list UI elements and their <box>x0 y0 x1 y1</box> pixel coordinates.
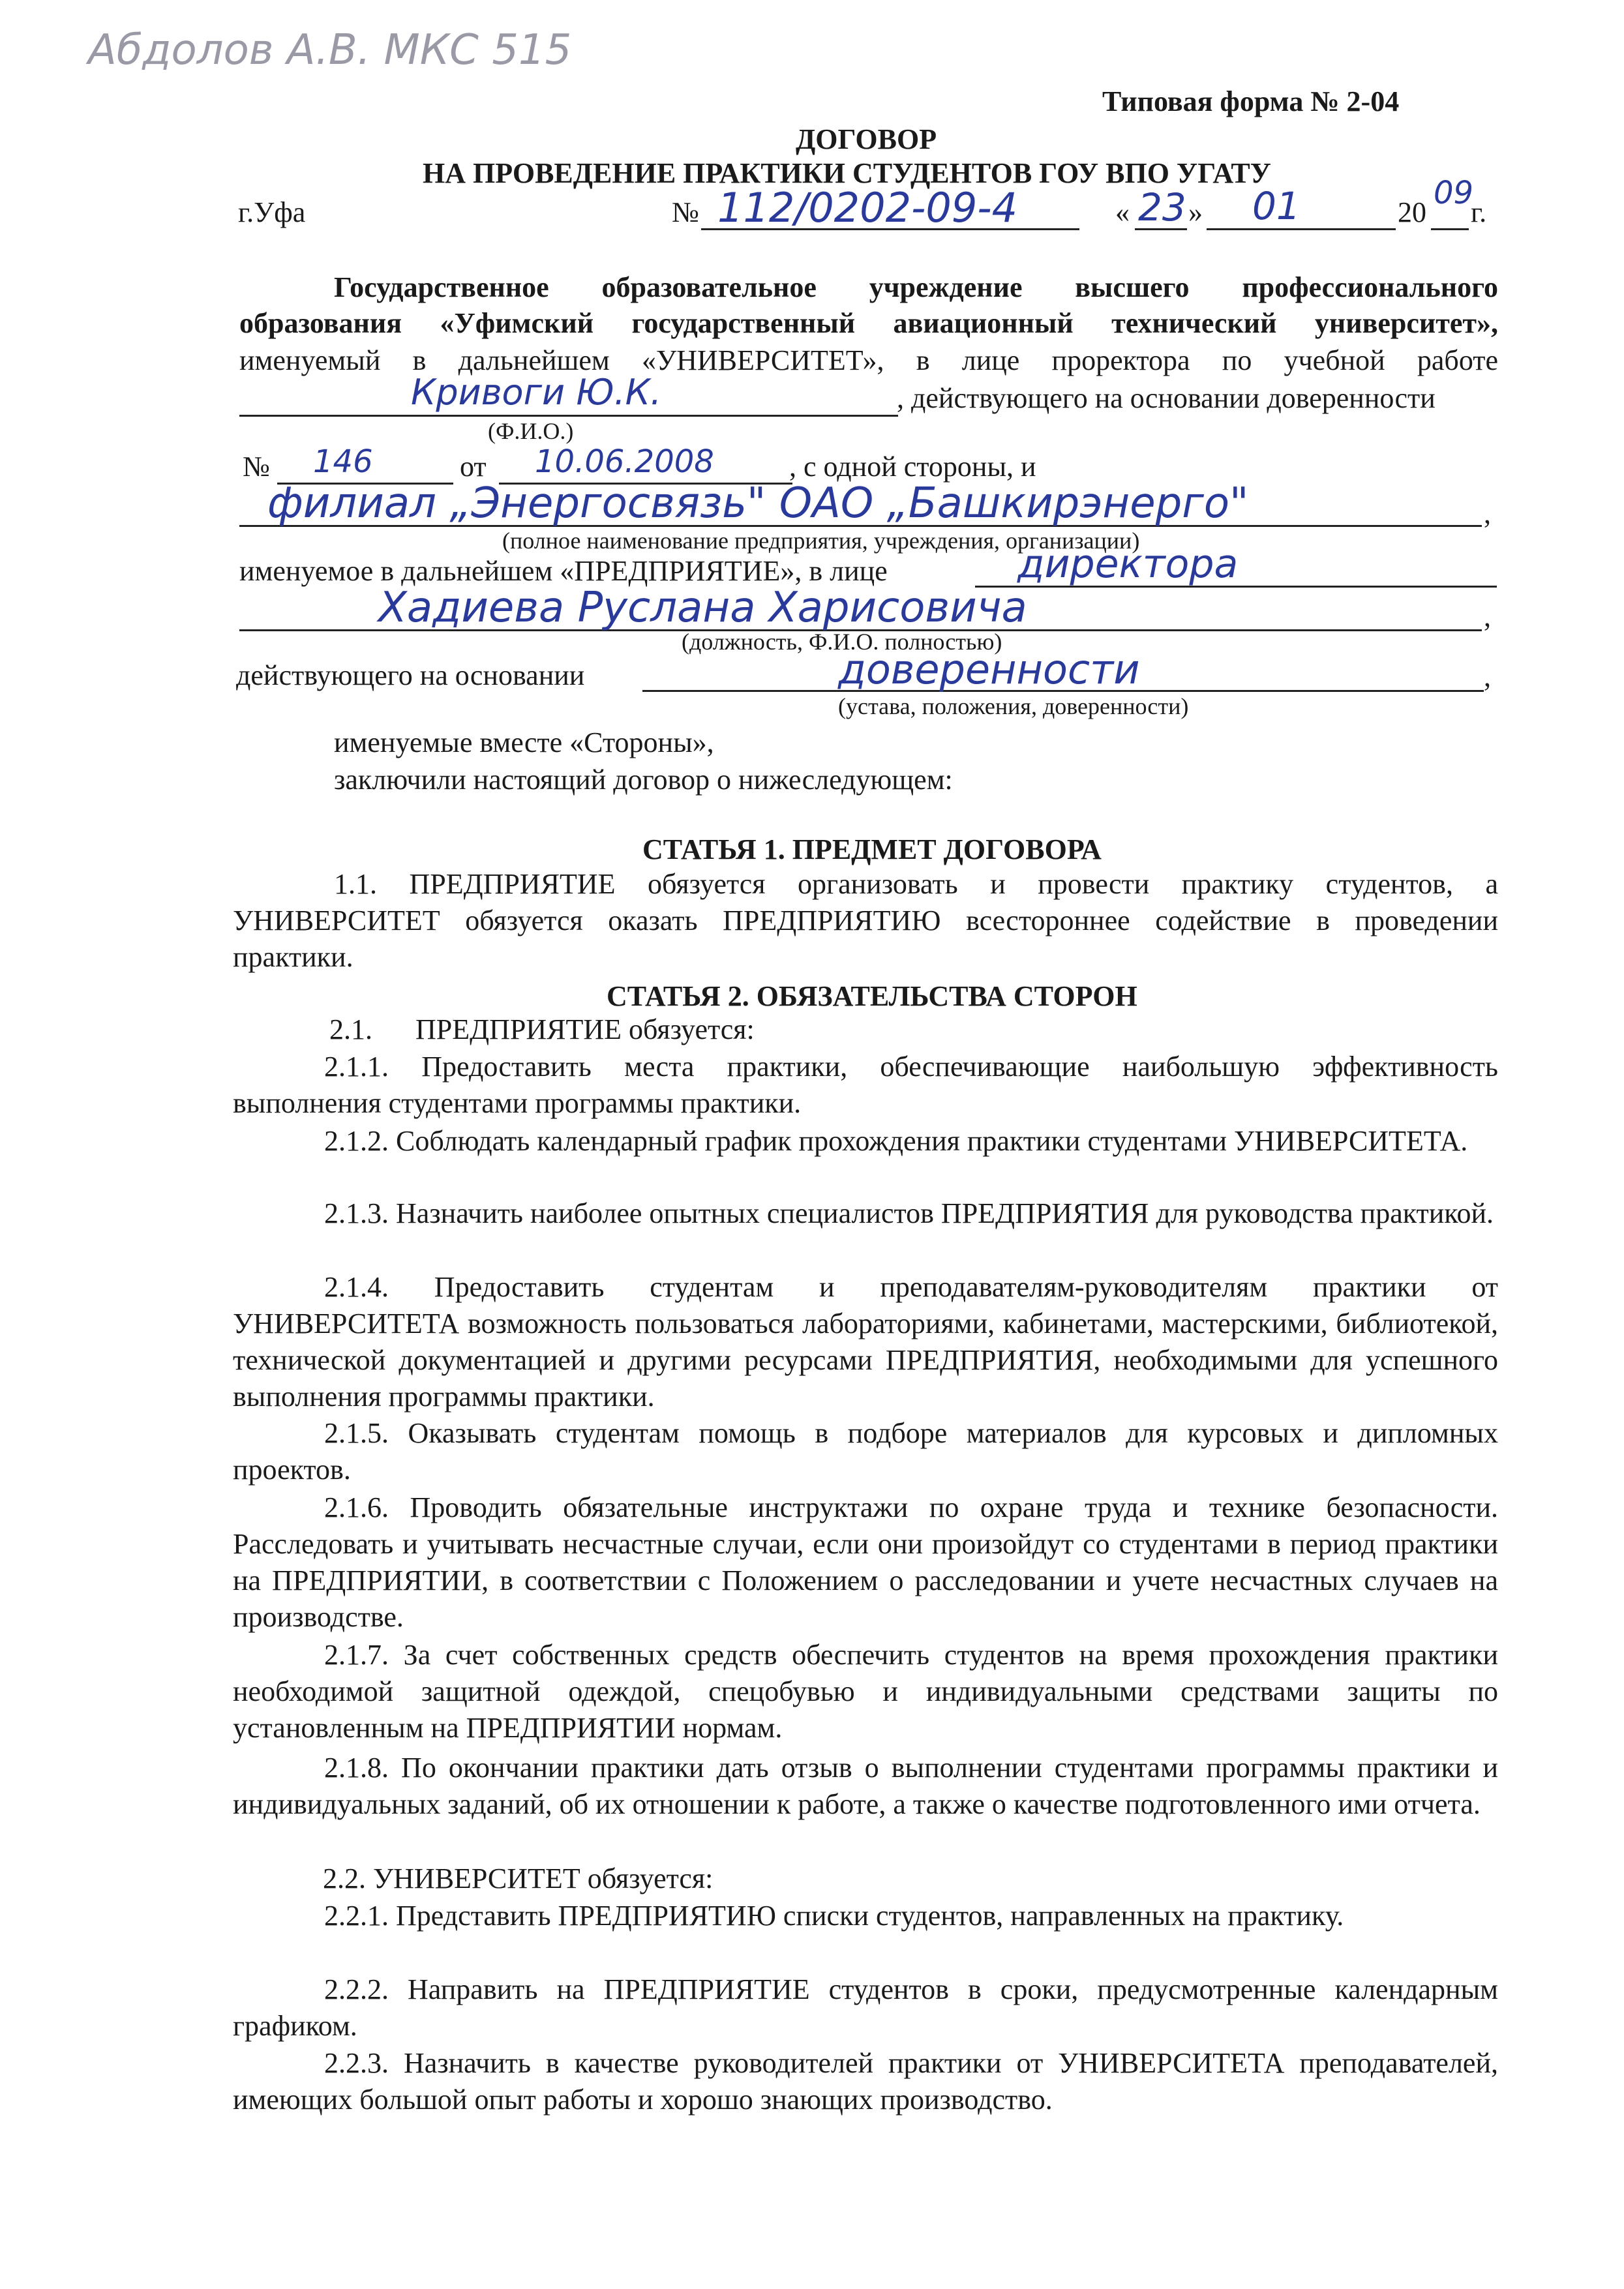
article-1-text: 1.1. ПРЕДПРИЯТИЕ обязуется организовать и провести практику студентов, а УНИВЕРСИТЕТ обязуется оказать ПРЕДПРИЯТИЮ всестороннее содействие в проведении практики. <box>233 868 1498 973</box>
clause-2-2-2: 2.2.2. Направить на ПРЕДПРИЯТИЕ студентов в сроки, предусмотренные календарным графиком. <box>233 1973 1498 2042</box>
form-label: Типовая форма № 2-04 <box>1102 85 1400 117</box>
concluded-text: заключили настоящий договор о нижеследующем: <box>334 764 953 796</box>
power-from: от <box>460 451 487 483</box>
university-line-1: Государственное образовательное учреждение высшего профессионального <box>334 271 1498 303</box>
director-comma: , <box>1484 601 1491 633</box>
date-month: 01 <box>1252 184 1301 228</box>
document-title: ДОГОВОР <box>796 123 937 155</box>
director-caption: (должность, Ф.И.О. полностью) <box>682 629 1002 655</box>
fio-caption: (Ф.И.О.) <box>488 418 574 444</box>
clause-2-2-1: 2.2.1. Представить ПРЕДПРИЯТИЮ списки студентов, направленных на практику. <box>324 1900 1344 1932</box>
clause-2-1: 2.1. ПРЕДПРИЯТИЕ обязуется: <box>329 1013 755 1045</box>
date-close-quote: » <box>1188 196 1203 228</box>
date-year-suffix: г. <box>1471 196 1487 228</box>
clause-2-1-8: 2.1.8. По окончании практики дать отзыв о выполнении студентами программы практики и индивидуальных заданий, об их отношении к работе, а также о качестве подготовленного ими отчета. <box>233 1752 1498 1820</box>
university-line-2: образования «Уфимский государственный авиационный технический университет», <box>239 307 1498 339</box>
director-position: директора <box>1017 541 1239 587</box>
handwritten-student-note: Абдолов А.В. МКС 515 <box>88 26 572 74</box>
clause-2-2-3: 2.2.3. Назначить в качестве руководителей практики от УНИВЕРСИТЕТА преподавателей, имеющих большой опыт работы и хорошо знающих производство. <box>233 2047 1498 2116</box>
basis-caption: (устава, положения, доверенности) <box>838 693 1189 719</box>
date-day: 23 <box>1138 185 1186 230</box>
university-line-3: именуемый в дальнейшем «УНИВЕРСИТЕТ», в лице проректора по учебной работе <box>239 344 1498 376</box>
acting-on-power: , действующего на основании доверенности <box>897 382 1436 414</box>
date-month-underline <box>1207 228 1396 230</box>
power-date: 10.06.2008 <box>535 443 714 480</box>
number-prefix: № <box>672 196 699 228</box>
prorector-name: Кривоги Ю.К. <box>411 372 662 413</box>
power-number: 146 <box>313 443 373 480</box>
article-2-title: СТАТЬЯ 2. ОБЯЗАТЕЛЬСТВА СТОРОН <box>607 980 1137 1012</box>
date-year-underline <box>1431 228 1469 230</box>
clause-2-1-7: 2.1.7. За счет собственных средств обеспечить студентов на время прохождения практики необходимой защитной одеждой, спецобувью и индивидуальными средствами защиты по установленным на ПРЕДПРИЯТИИ нормам. <box>233 1639 1498 1744</box>
city: г.Уфа <box>238 196 306 228</box>
director-name: Хадиева Руслана Харисовича <box>378 584 1027 632</box>
date-year-prefix: 20 <box>1398 196 1426 228</box>
enterprise-name: филиал „Энергосвязь" ОАО „Башкирэнерго" <box>267 479 1249 528</box>
date-open-quote: « <box>1115 196 1130 228</box>
parties-together: именуемые вместе «Стороны», <box>334 726 714 758</box>
basis-value: доверенности <box>838 646 1140 693</box>
clause-2-1-4: 2.1.4. Предоставить студентам и преподавателям-руководителям практики от УНИВЕРСИТЕТА возможность пользоваться лабораториями, кабинетами, мастерскими, библиотекой, технической документацией и другими ресурсами ПРЕДПРИЯТИЯ, необходимыми для успешного выполнения программы практики. <box>233 1271 1498 1413</box>
clause-2-1-2: 2.1.2. Соблюдать календарный график прохождения практики студентами УНИВЕРСИТЕТА. <box>324 1125 1468 1157</box>
enterprise-comma: , <box>1484 498 1491 530</box>
clause-2-1-6: 2.1.6. Проводить обязательные инструктажи по охране труда и технике безопасности. Расследовать и учитывать несчастные случаи, если они произойдут со студентами в период практики на ПРЕДПРИЯТИИ, в соответствии с Положением о расследовании и учете несчастных случаев на производстве. <box>233 1491 1498 1633</box>
power-number-prefix: № <box>243 451 270 483</box>
date-year: 09 <box>1434 175 1474 211</box>
clause-2-1-5: 2.1.5. Оказывать студентам помощь в подборе материалов для курсовых и дипломных проектов. <box>233 1417 1498 1486</box>
acting-basis: действующего на основании <box>236 659 585 691</box>
basis-comma: , <box>1484 661 1491 693</box>
one-side: , с одной стороны, и <box>789 451 1036 483</box>
article-1-title: СТАТЬЯ 1. ПРЕДМЕТ ДОГОВОРА <box>642 833 1102 865</box>
clause-2-2: 2.2. УНИВЕРСИТЕТ обязуется: <box>323 1863 714 1894</box>
enterprise-named: именуемое в дальнейшем «ПРЕДПРИЯТИЕ», в лице <box>239 555 888 587</box>
clause-2-1-3: 2.1.3. Назначить наиболее опытных специалистов ПРЕДПРИЯТИЯ для руководства практикой. <box>324 1197 1494 1229</box>
prorector-underline <box>239 415 898 417</box>
enterprise-caption: (полное наименование предприятия, учреждения, организации) <box>502 528 1140 554</box>
contract-number: 112/0202-09-4 <box>717 184 1018 232</box>
document-subtitle: НА ПРОВЕДЕНИЕ ПРАКТИКИ СТУДЕНТОВ ГОУ ВПО УГАТУ <box>423 157 1271 189</box>
clause-2-1-1: 2.1.1. Предоставить места практики, обеспечивающие наибольшую эффективность выполнения студентами программы практики. <box>233 1051 1498 1119</box>
